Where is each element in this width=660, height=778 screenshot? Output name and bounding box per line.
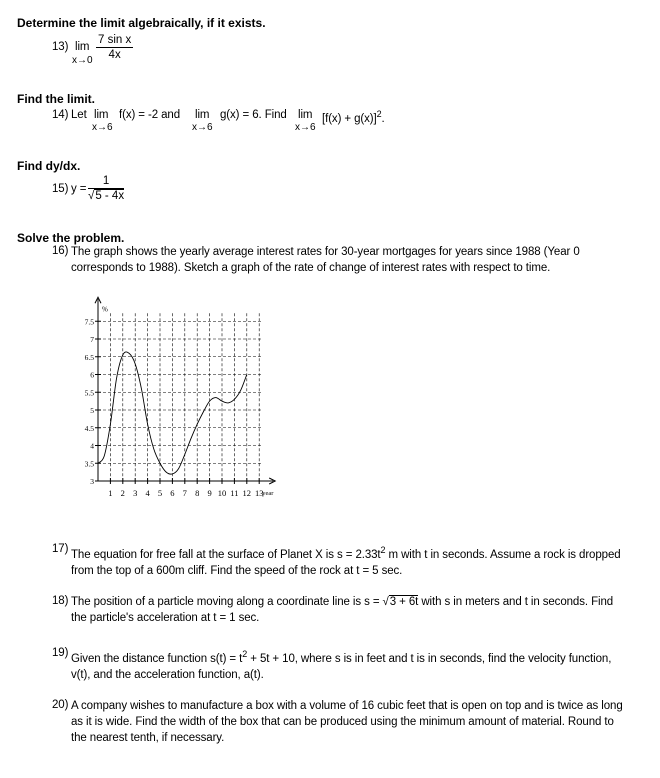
x-tick-label: 8 (195, 488, 200, 498)
text-line: The equation for free fall at the surface of Planet X is $s = 2.33t^2$ m with t in seconds. Assume a rock is dropped (71, 545, 621, 561)
section-heading-solve: Solve the problem. (17, 231, 125, 245)
lim-operator: lim (298, 109, 313, 121)
fraction-numerator: 1 (88, 175, 124, 189)
text-line: corresponds to 1988). Sketch a graph of the rate of change of interest rates with respect to time. (71, 262, 551, 274)
y-tick-label: 3 (90, 477, 94, 486)
text-line: Given the distance function $s(t) = t^2 + 5t + 10$, where s is in feet and t is in seconds, find the velocity function, (71, 649, 612, 665)
x-tick-label: 2 (120, 488, 125, 498)
text-line: the nearest tenth, if necessary. (71, 732, 225, 744)
lim-operator: lim (75, 41, 90, 53)
text-line: v(t), and the acceleration function, a(t). (71, 668, 264, 681)
question-number: 18) (52, 595, 69, 607)
exponent: 2 (242, 649, 248, 659)
g-limit-text: g(x) = 6. Find (220, 109, 287, 121)
text-line: from the top of a 600m cliff. Find the speed of the rock at t = 5 sec. (71, 564, 403, 577)
x-tick-label: 6 (170, 488, 175, 498)
question-number: 17) (52, 543, 69, 555)
question-text (71, 646, 611, 683)
sum-expression: $[f(x) + g(x)]^2$. (322, 109, 385, 125)
f-limit-text: f(x) = -2 and (119, 109, 181, 121)
x-tick-label: 10 (217, 488, 227, 498)
question-number: 16) (52, 245, 69, 257)
section-heading-find-dydx: Find dy/dx. (17, 159, 81, 173)
y-tick-label: 5.5 (84, 388, 94, 398)
question-number: 15) (52, 183, 69, 195)
y-tick-label: 7.5 (84, 317, 94, 327)
exponent: 2 (380, 545, 386, 555)
text-line: A company wishes to manufacture a box with a volume of 16 cubic feet that is open on top and is twice as long (71, 700, 623, 712)
fraction-denominator: √5 - 4x (88, 190, 125, 202)
question-text (71, 594, 613, 626)
y-tick-label: 4.5 (84, 423, 94, 433)
x-tick-label: 5 (157, 488, 163, 498)
question-text (71, 244, 580, 276)
lim-subscript: x→6 (92, 122, 113, 133)
fraction-denominator: 4x (108, 49, 121, 61)
section-heading-find-limit: Find the limit. (17, 92, 95, 106)
x-tick-label: 7 (182, 488, 187, 498)
fraction-numerator: 7 sin x (98, 34, 132, 46)
x-tick-label: 12 (242, 488, 252, 498)
text-line: The graph shows the yearly average interest rates for 30-year mortgages for years since 1988 (Year 0 (71, 246, 580, 258)
lim-subscript: x→0 (72, 55, 93, 66)
x-tick-label: 11 (230, 488, 239, 498)
y-tick-label: 7 (90, 335, 94, 344)
equation-lhs: y = (71, 183, 87, 195)
lim-operator: lim (195, 109, 210, 121)
radicand: 3 + 6t (389, 596, 419, 608)
lim-operator: lim (94, 109, 109, 121)
interest-rate-chart (70, 285, 370, 505)
y-tick-label: 5 (90, 406, 94, 415)
y-tick-label: 6.5 (84, 352, 94, 362)
question-number: 14) (52, 109, 69, 121)
text-line: as it is wide. Find the width of the box that can be produced using the minimum amount of material. Round to (71, 716, 614, 728)
x-tick-label: 9 (207, 488, 212, 498)
lim-subscript: x→6 (192, 122, 213, 133)
question-text (71, 542, 621, 579)
y-tick-label: 3.5 (84, 459, 94, 469)
let-word: Let (71, 109, 87, 121)
question-number: 19) (52, 647, 69, 659)
text-line: the particle's acceleration at t = 1 sec. (71, 612, 260, 624)
y-axis-label: % (102, 305, 108, 314)
question-text (71, 698, 623, 746)
lim-subscript: x→6 (295, 122, 316, 133)
text-line: The position of a particle moving along a coordinate line is s = √3 + 6t with s in meters and t in seconds. Find (71, 596, 614, 608)
fraction (88, 175, 124, 202)
section-heading-limit-algebraically: Determine the limit algebraically, if it exists. (17, 16, 266, 30)
question-number: 13) (52, 41, 69, 53)
radicand: 5 - 4x (95, 190, 125, 202)
x-axis-label: year (262, 490, 274, 497)
exponent: 2 (376, 109, 382, 119)
x-tick-label: 3 (133, 488, 138, 498)
y-tick-label: 6 (90, 370, 94, 380)
x-tick-label: 1 (108, 488, 113, 498)
fraction (96, 34, 133, 61)
y-tick-label: 4 (90, 441, 94, 451)
question-number: 20) (52, 699, 69, 711)
x-tick-label: 13 (254, 488, 264, 498)
x-tick-label: 4 (145, 488, 150, 498)
